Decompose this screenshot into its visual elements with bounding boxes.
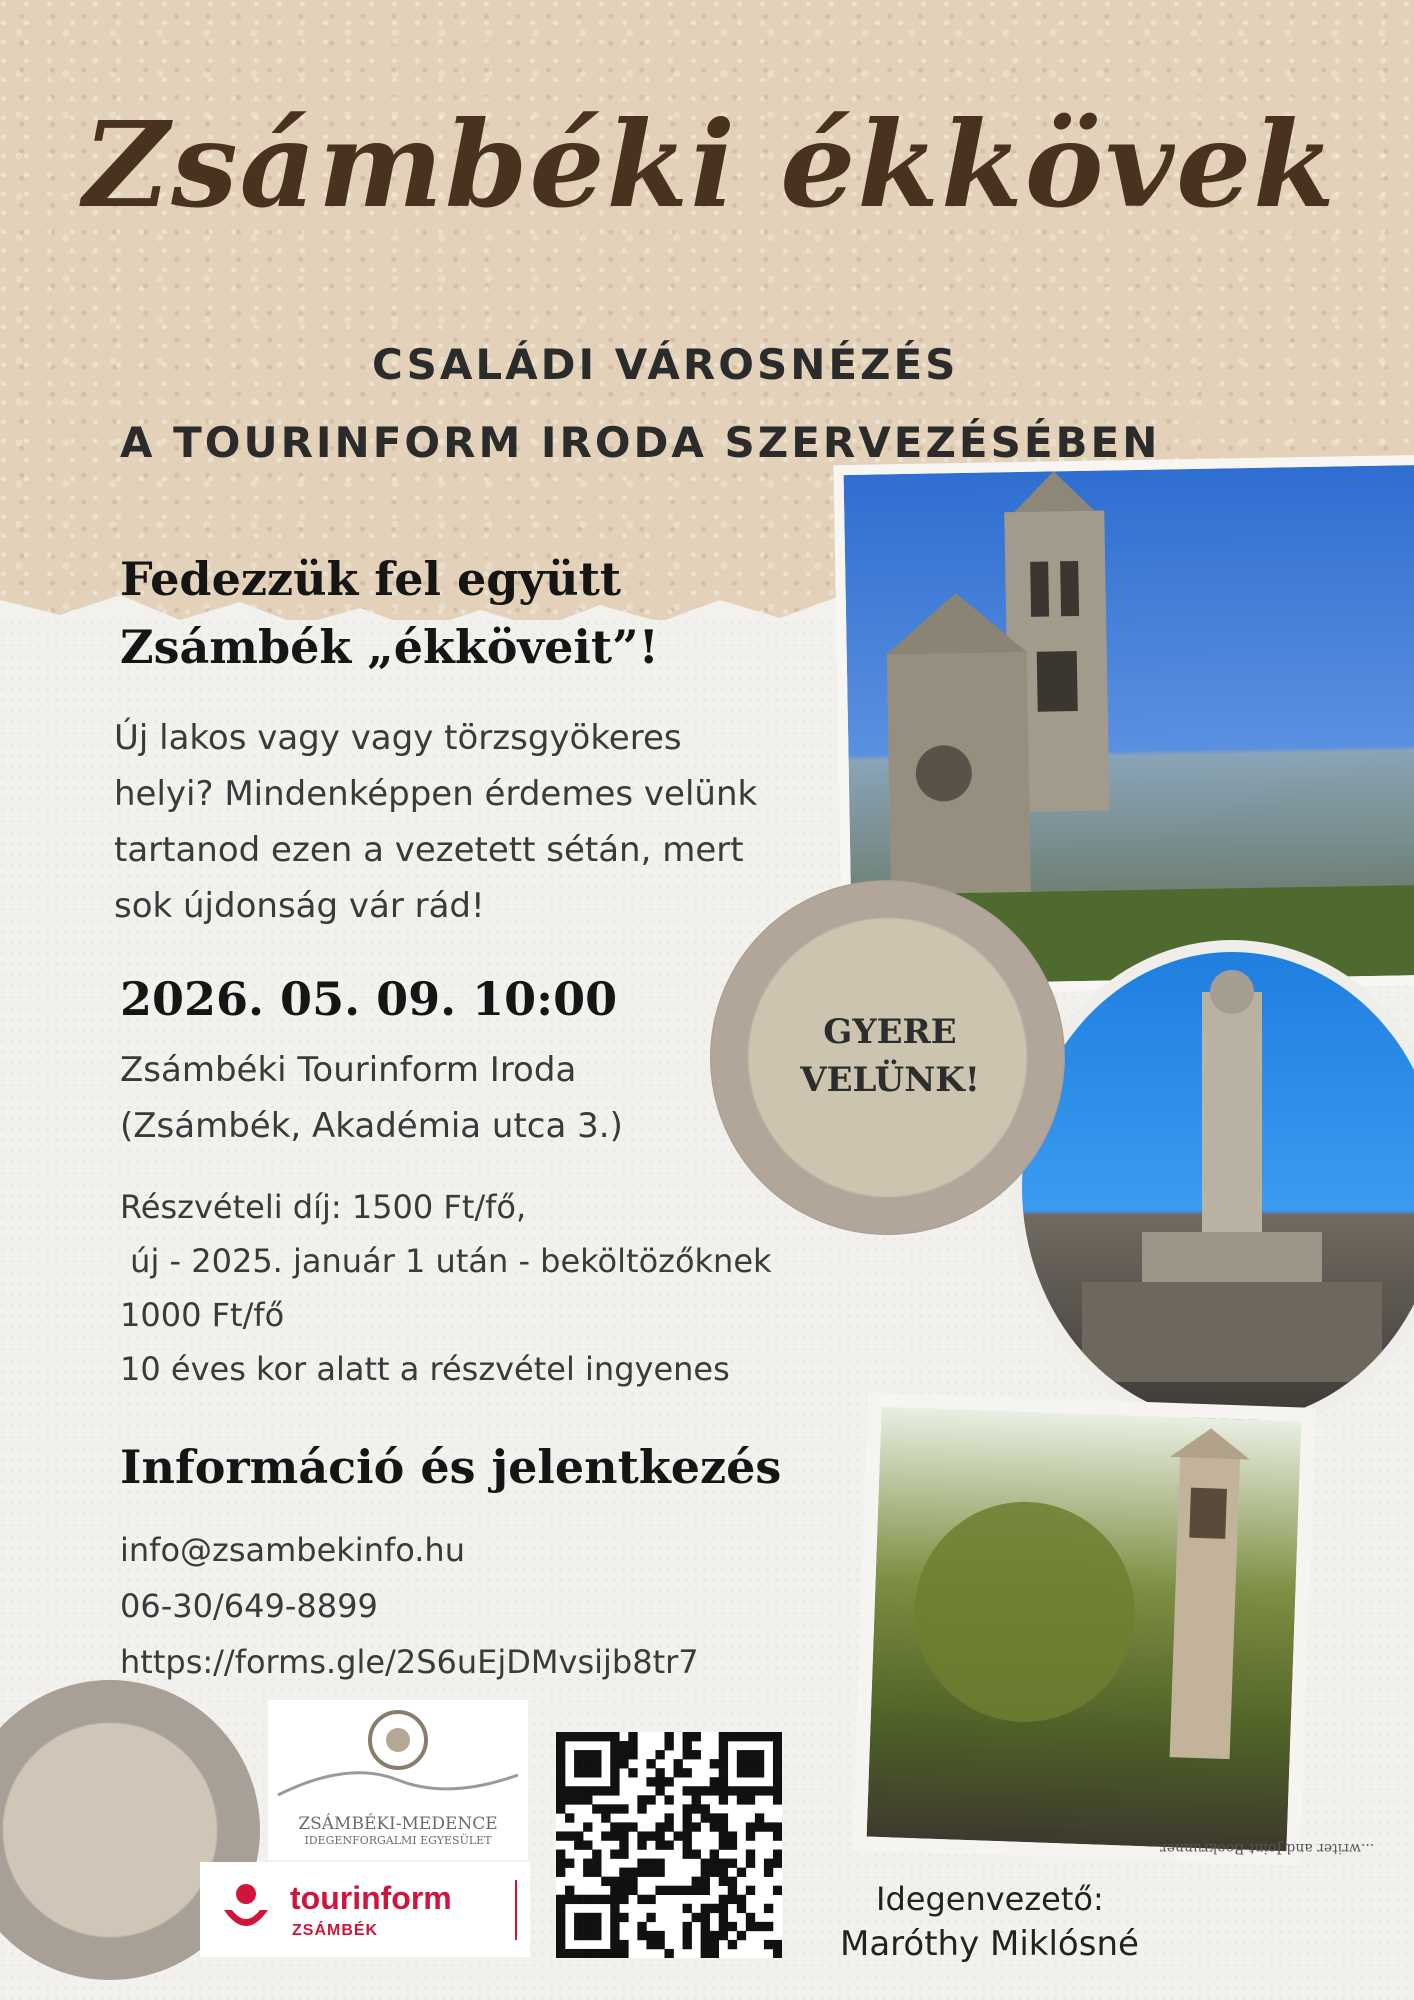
shrine-illustration xyxy=(867,1407,1302,1851)
medence-logo xyxy=(268,1700,528,1860)
contact-block xyxy=(120,1522,699,1690)
medence-subtitle: IDEGENFORGALMI EGYESÜLET xyxy=(304,1834,492,1847)
intro-line: sok újdonság vár rád! xyxy=(114,886,485,926)
email-link[interactable]: info@zsambekinfo.hu xyxy=(120,1531,465,1569)
guide-name: Maróthy Miklósné xyxy=(840,1924,1139,1964)
fee-line: új - 2025. január 1 után - beköltözőknek xyxy=(120,1242,772,1280)
qr-code[interactable] xyxy=(556,1732,782,1958)
subtitle-line-1: CSALÁDI VÁROSNÉZÉS xyxy=(372,340,959,389)
page-title: Zsámbéki ékkövek xyxy=(83,95,1337,234)
qr-code-icon xyxy=(556,1732,782,1958)
tourinform-divider xyxy=(515,1880,517,1940)
tourinform-logo xyxy=(200,1862,530,1957)
form-link[interactable]: https://forms.gle/2S6uEjDMvsijb8tr7 xyxy=(120,1643,699,1681)
badge-line-2: VELÜNK! xyxy=(800,1060,980,1100)
intro-line: tartanod ezen a vezetett sétán, mert xyxy=(114,830,744,870)
fee-block xyxy=(120,1180,772,1396)
location-line: Zsámbéki Tourinform Iroda xyxy=(120,1050,577,1090)
intro-paragraph xyxy=(114,710,757,934)
guide-label: Idegenvezető: xyxy=(876,1880,1104,1918)
phone-number[interactable]: 06-30/649-8899 xyxy=(120,1587,378,1625)
photo-caption: ...writer and Joint Bookrunner xyxy=(1160,1840,1375,1856)
fee-line: 1000 Ft/fő xyxy=(120,1296,285,1334)
info-heading: Információ és jelentkezés xyxy=(120,1440,782,1494)
intro-line: helyi? Mindenképpen érdemes velünk xyxy=(114,774,758,814)
event-location xyxy=(120,1042,623,1154)
statue-illustration xyxy=(1022,952,1414,1422)
subtitle-line-2: A TOURINFORM IRODA SZERVEZÉSÉBEN xyxy=(120,418,1161,467)
tourinform-icon xyxy=(216,1880,276,1940)
fee-line: 10 éves kor alatt a részvétel ingyenes xyxy=(120,1350,730,1388)
intro-heading-line-2: Zsámbék „ékköveit”! xyxy=(120,620,659,674)
medence-emblem-icon xyxy=(268,1700,528,1810)
tourinform-name: tourinform xyxy=(290,1880,452,1916)
event-datetime: 2026. 05. 09. 10:00 xyxy=(120,972,618,1026)
location-line: (Zsámbék, Akadémia utca 3.) xyxy=(120,1106,623,1146)
badge-line-1: GYERE xyxy=(823,1012,957,1052)
intro-heading-line-1: Fedezzük fel együtt xyxy=(120,552,622,606)
badge-text xyxy=(750,1008,1030,1104)
tourinform-town: ZSÁMBÉK xyxy=(292,1922,379,1939)
wayside-shrine-photo xyxy=(852,1392,1316,1865)
intro-line: Új lakos vagy vagy törzsgyökeres xyxy=(114,718,682,758)
medence-name: ZSÁMBÉKI-MEDENCE xyxy=(298,1814,498,1834)
fee-line: Részvételi díj: 1500 Ft/fő, xyxy=(120,1188,527,1226)
